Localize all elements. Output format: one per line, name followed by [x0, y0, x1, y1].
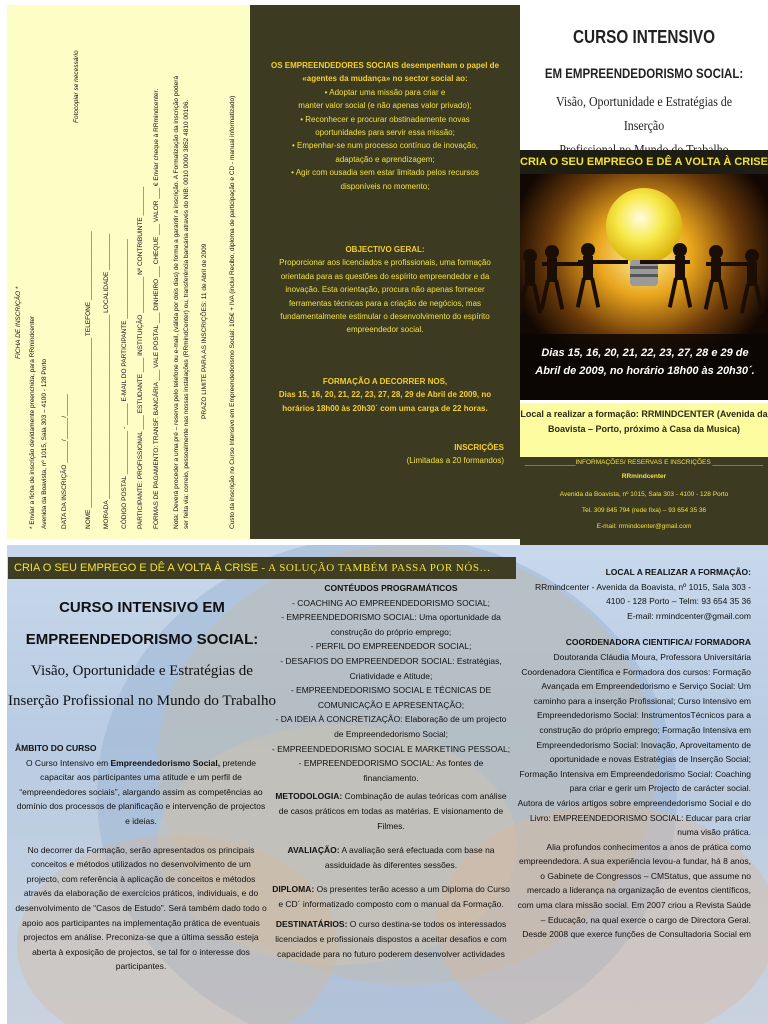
form-line-12: Custo da inscrição no Curso Intensivo em Empreendedorismo Social: 105€ + IVA (inclui Recibo, diploma de participação e CD - manual informatizado): [229, 95, 236, 529]
contents-item-4: - DESAFIOS DO EMPREENDEDOR SOCIAL: Estratégias, Criatividade e Atitude;: [280, 655, 502, 681]
bulb-icon: [606, 188, 682, 264]
intro-bullet-1: • Adoptar uma missão para criar e: [324, 87, 446, 97]
form-line-11: PRAZO LIMITE PARA AS INSCRIÇÕES: 11 de Abril de 2009: [201, 243, 208, 419]
loc-text: RRmindcenter - Avenida da Boavista, nº 1015, Sala 303 - 4100 - 128 Porto – Telm: 93 654 35 36: [534, 581, 751, 607]
coord-title: COORDENADORA CIENTIFICA/ FORMADORA: [565, 637, 751, 648]
inner-title-3: Visão, Oportunidade e Estratégias de: [31, 663, 253, 679]
contents-item-1: - COACHING AO EMPREENDEDORISMO SOCIAL;: [292, 597, 490, 608]
intro-bullet-8: disponíveis no momento;: [340, 181, 430, 191]
eval-text: A avaliação será efectuada com base na assiduidade às diferentes sessões.: [324, 845, 495, 870]
contents-item-6: - DA IDEIA À CONCRETIZAÇÃO: Elaboração de um projecto de Empreendedorismo Social;: [275, 714, 507, 739]
scope-paragraph-1: [15, 756, 267, 829]
location-column: [515, 565, 751, 942]
objective-line-2: orientada para as questões do espírito empreendedor e da: [280, 271, 490, 281]
form-line-4[interactable]: NOME _______________________________________________ TELEFONE ___________________: [85, 231, 92, 529]
training-line-2: horários 18h00 às 20h30´ com uma carga de 22 horas.: [282, 403, 488, 413]
cover-title: CURSO INTENSIVO: [573, 27, 715, 47]
target-label: DESTINATÁRIOS:: [275, 919, 348, 930]
form-line-2: Avenida da Boavista, nº 1015, Sala 303 – 4100 - 128 Porto: [41, 359, 48, 529]
enroll-section: [266, 441, 504, 468]
intro-bullet-2: manter valor social (e não apenas valor privado);: [298, 101, 472, 111]
objective-section: [266, 243, 504, 337]
cover-location: Local a realizar a formação: RRMINDCENTER (Avenida da Boavista – Porto, próximo à Casa da Musica): [520, 403, 768, 461]
form-line-5[interactable]: MORADA ___________________________________________________ LOCALIDADE __________: [103, 233, 110, 529]
diploma-text: Os presentes terão acesso a um Diploma do Curso e CD´ informatizado composto com o manual da Formação.: [278, 884, 510, 909]
loc-email[interactable]: E-mail: rrmindcenter@gmail.com: [627, 610, 751, 621]
photocopy-note: Fotocopiar se necessário: [73, 50, 80, 123]
inner-banner-a: CRIA O SEU EMPREGO E DÊ A VOLTA À CRISE: [14, 562, 259, 574]
cover-tagline-1: Visão, Oportunidade e Estratégias de Inserção: [555, 95, 733, 134]
contents-item-2: - EMPREENDEDORISMO SOCIAL: Uma oportunidade da construção do próprio emprego;: [281, 612, 501, 637]
intro-bullet-5: • Empenhar-se num processo contínuo de inovação,: [291, 141, 479, 151]
cover-contact: [520, 457, 768, 545]
intro-section: [266, 59, 504, 193]
scope-p1b: Empreendedorismo Social,: [110, 757, 221, 768]
target-text: O curso destina-se todos os interessados licenciados e profissionais dispostos a aceitar desafios e com capacidade para no futuro poderem desenvolver actividades: [275, 919, 507, 959]
form-line-8[interactable]: FORMAS DE PAGAMENTO: TRANSF. BANCÁRIA ___ VALE POSTAL ___ DINHEIRO ___ CHEQUE ___ VALOR ___ € Enviar cheque à RRmindcenter.: [153, 88, 160, 529]
method-label: METODOLOGIA:: [275, 791, 343, 802]
scope-paragraph-2: No decorrer da Formação, serão apresentados os principais conceitos e métodos utilizados no desenvolvimento de um projecto, com referência à aplicação de conceitos e métodos através da elaboração de exercícios práticos, individuais, e do desenvolvimento de “Casos de Estudo”. Será também dado todo o apoio aos participantes na implementação prática de eventuais projectos em análise. Preconiza-se que a última sessão esteja aberta à exposição de projectos, se tal for o interesse dos participantes.: [15, 844, 267, 972]
coord-text-3: Alia profundos conhecimentos a anos de prática como empreendedora. A sua experiência levou-a fundar, há 8 anos, o Gabinete de Congressos – CMStatus, que assume no mercado a liderança na organização de eventos científicos, com uma clara missão social. Em 2007 criou a Revista Saúde – Educação, na qual exerce o cargo de Directora Geral. Desde 2008 que exerce funções de Consultadoria Social em: [517, 841, 751, 940]
objective-line-4: ferramentas técnicas para a criação de negócios, mas: [288, 298, 482, 308]
cover-banner: CRIA O SEU EMPREGO E DÊ A VOLTA À CRISE: [520, 150, 768, 174]
objective-line-1: Proporcionar aos licenciados e profissionais, uma formação: [279, 258, 491, 268]
enroll-note: (Limitadas a 20 formandos): [406, 456, 504, 466]
contents-item-7: - EMPREENDEDORISMO SOCIAL E MARKETING PESSOAL;: [271, 743, 511, 754]
method-text: Combinação de aulas teóricas com análise de casos práticos em todas as matérias. E visionamento de Filmes.: [278, 791, 507, 831]
coord-text: Doutoranda Cláudia Moura, Professora Universitária Coordenadora Científica e Formadora dos cursos: Formação Avançada em Empreendedorismo e Serviço Social: Um caminho para a inserção Profissional; Curso Intensivo em Empreendedorismo Social: InstrumentosTécnicos para a construção do próprio emprego; Formação Intensiva em Empreendedorismo Social: Inovação, Aproveitamento de oportunidade e novas Estratégias de Inserção Social; Formação Intensiva em Empreendedorismo Social: Coaching para criar e gerir um Projecto de carácter social.: [519, 651, 751, 794]
coord-text-2: Autora de vários artigos sobre empreendedorismo Social e do Livro: EMPREENDEDORISMO SOCIAL: Educar para criar numa visão prática.: [517, 797, 751, 838]
inner-banner: [8, 557, 516, 579]
target-paragraph: [271, 917, 511, 961]
scope-title: ÂMBITO DO CURSO: [15, 743, 97, 753]
form-line-3[interactable]: DATA DA INSCRIÇÃO ______/______/______: [61, 394, 68, 529]
intro-bullet-3: • Reconhecer e procurar obstinadamente novas: [300, 114, 470, 124]
contents-column: [271, 581, 511, 961]
loc-title: LOCAL A REALIZAR A FORMAÇÃO:: [605, 567, 751, 577]
middle-info-panel: [250, 5, 520, 539]
intro-bullet-6: adaptação e aprendizagem;: [335, 154, 435, 164]
inner-title-4: Inserção Profissional no Mundo do Trabalho: [8, 693, 276, 709]
contact-email[interactable]: E-mail: rrmindcenter@gmail.com: [596, 523, 692, 530]
intro-bullet-7: • Agir com ousadia sem estar limitado pelos recursos: [291, 168, 479, 178]
contents-title: CONTÉUDOS PROGRAMÁTICOS: [324, 583, 458, 593]
objective-title: OBJECTIVO GERAL:: [345, 245, 425, 254]
inner-title-2: EMPREENDEDORISMO SOCIAL:: [25, 631, 259, 648]
contents-item-8: - EMPREENDEDORISMO SOCIAL: As fontes de financiamento.: [298, 758, 484, 783]
inner-banner-b: - A SOLUÇÃO TAMBÉM PASSA POR NÓS…: [258, 562, 491, 574]
eval-label: AVALIAÇÃO:: [287, 845, 340, 856]
form-title: FICHA DE INSCRIÇÃO *: [15, 286, 22, 359]
eval-paragraph: [271, 843, 511, 872]
enroll-title: INSCRIÇÕES: [454, 443, 504, 452]
training-line-1: Dias 15, 16, 20, 21, 22, 23, 27, 28, 29 de Abril de 2009, no: [278, 390, 492, 400]
contents-item-3: - PERFIL DO EMPREENDEDOR SOCIAL;: [310, 641, 472, 652]
training-section: [266, 375, 504, 415]
intro-bullet-4: oportunidades para servir essa missão;: [315, 128, 455, 138]
objective-line-6: empreendedor social.: [346, 325, 424, 335]
form-line-1: * Enviar a ficha de inscrição devidamente preenchida, para RRmindcenter: [29, 315, 36, 529]
objective-line-3: inovação. Esta orientação, procura não apenas fornecer: [285, 285, 485, 295]
scope-p1a: O Curso Intensivo em: [25, 757, 111, 768]
cover-panel: [520, 5, 768, 545]
intro-title: OS EMPREENDEDORES SOCIAIS desempenham o papel de «agentes da mudança» no sector social ao:: [270, 61, 500, 84]
contact-org: RRmindcenter: [621, 473, 667, 480]
contact-title: ______________INFORMAÇÕES/ RESERVAS E INSCRIÇÕES ______________: [524, 459, 764, 466]
form-line-9: Nota: Deverá proceder a uma pré – reserva pelo telefone ou e-mail, (válida por dois dias) de forma a garantir a inscrição. A Formalização da inscrição poderá: [173, 75, 180, 529]
diploma-label: DIPLOMA:: [272, 884, 315, 895]
registration-form-rotated: [7, 5, 249, 539]
lightbulb-image: [520, 174, 768, 400]
contact-address: Avenida da Boavista, nº 1015, Sala 303 - 4100 - 128 Porto: [559, 491, 729, 498]
cover-dates: Dias 15, 16, 20, 21, 22, 23, 27, 28 e 29 de Abril de 2009, no horário 18h00 às 20h30´.: [535, 347, 755, 377]
inner-title-1: CURSO INTENSIVO EM: [59, 599, 225, 616]
brochure-inner: [7, 545, 768, 1024]
contents-item-5: - EMPREENDEDORISMO SOCIAL E TÉCNICAS DE COMUNICAÇÃO E APRESENTAÇÃO;: [290, 685, 492, 710]
contact-phone: Tel. 309 845 794 (rede fixa) – 93 654 35 36: [581, 507, 707, 514]
cover-subtitle: EM EMPREENDEDORISMO SOCIAL:: [544, 65, 744, 81]
form-line-10: ser feita via: correio, pessoalmente nas nossas instalações (RRmindCenter) ou, transferência bancária através do NIB: 0010 0000 3852 4810 00196.: [183, 99, 190, 529]
registration-form-panel: [7, 5, 249, 539]
scope-column: [15, 741, 267, 974]
diploma-paragraph: [271, 882, 511, 911]
method-paragraph: [271, 789, 511, 833]
form-line-7[interactable]: PARTICIPANTE: PROFISSIONAL ____ ESTUDANTE ____ INSTITUIÇÃO __________ Nº CONTRIBUINTE ________: [137, 186, 144, 529]
training-title: FORMAÇÃO A DECORRER NOS,: [322, 377, 448, 386]
objective-line-5: fundamentalmente estimular o desenvolvimento do espírito: [280, 312, 490, 322]
scope-p1c: pretende capacitar aos participantes uma atitude e um perfil de “empreendedores sociais”, alargando assim as competências ao domínio dos processos de planificação e intervenção de projectos e ideias.: [16, 757, 266, 826]
form-line-6[interactable]: CÓDIGO POSTAL ____________ - ______ E-MAIL DO PARTICIPANTE ______________________: [121, 239, 128, 529]
